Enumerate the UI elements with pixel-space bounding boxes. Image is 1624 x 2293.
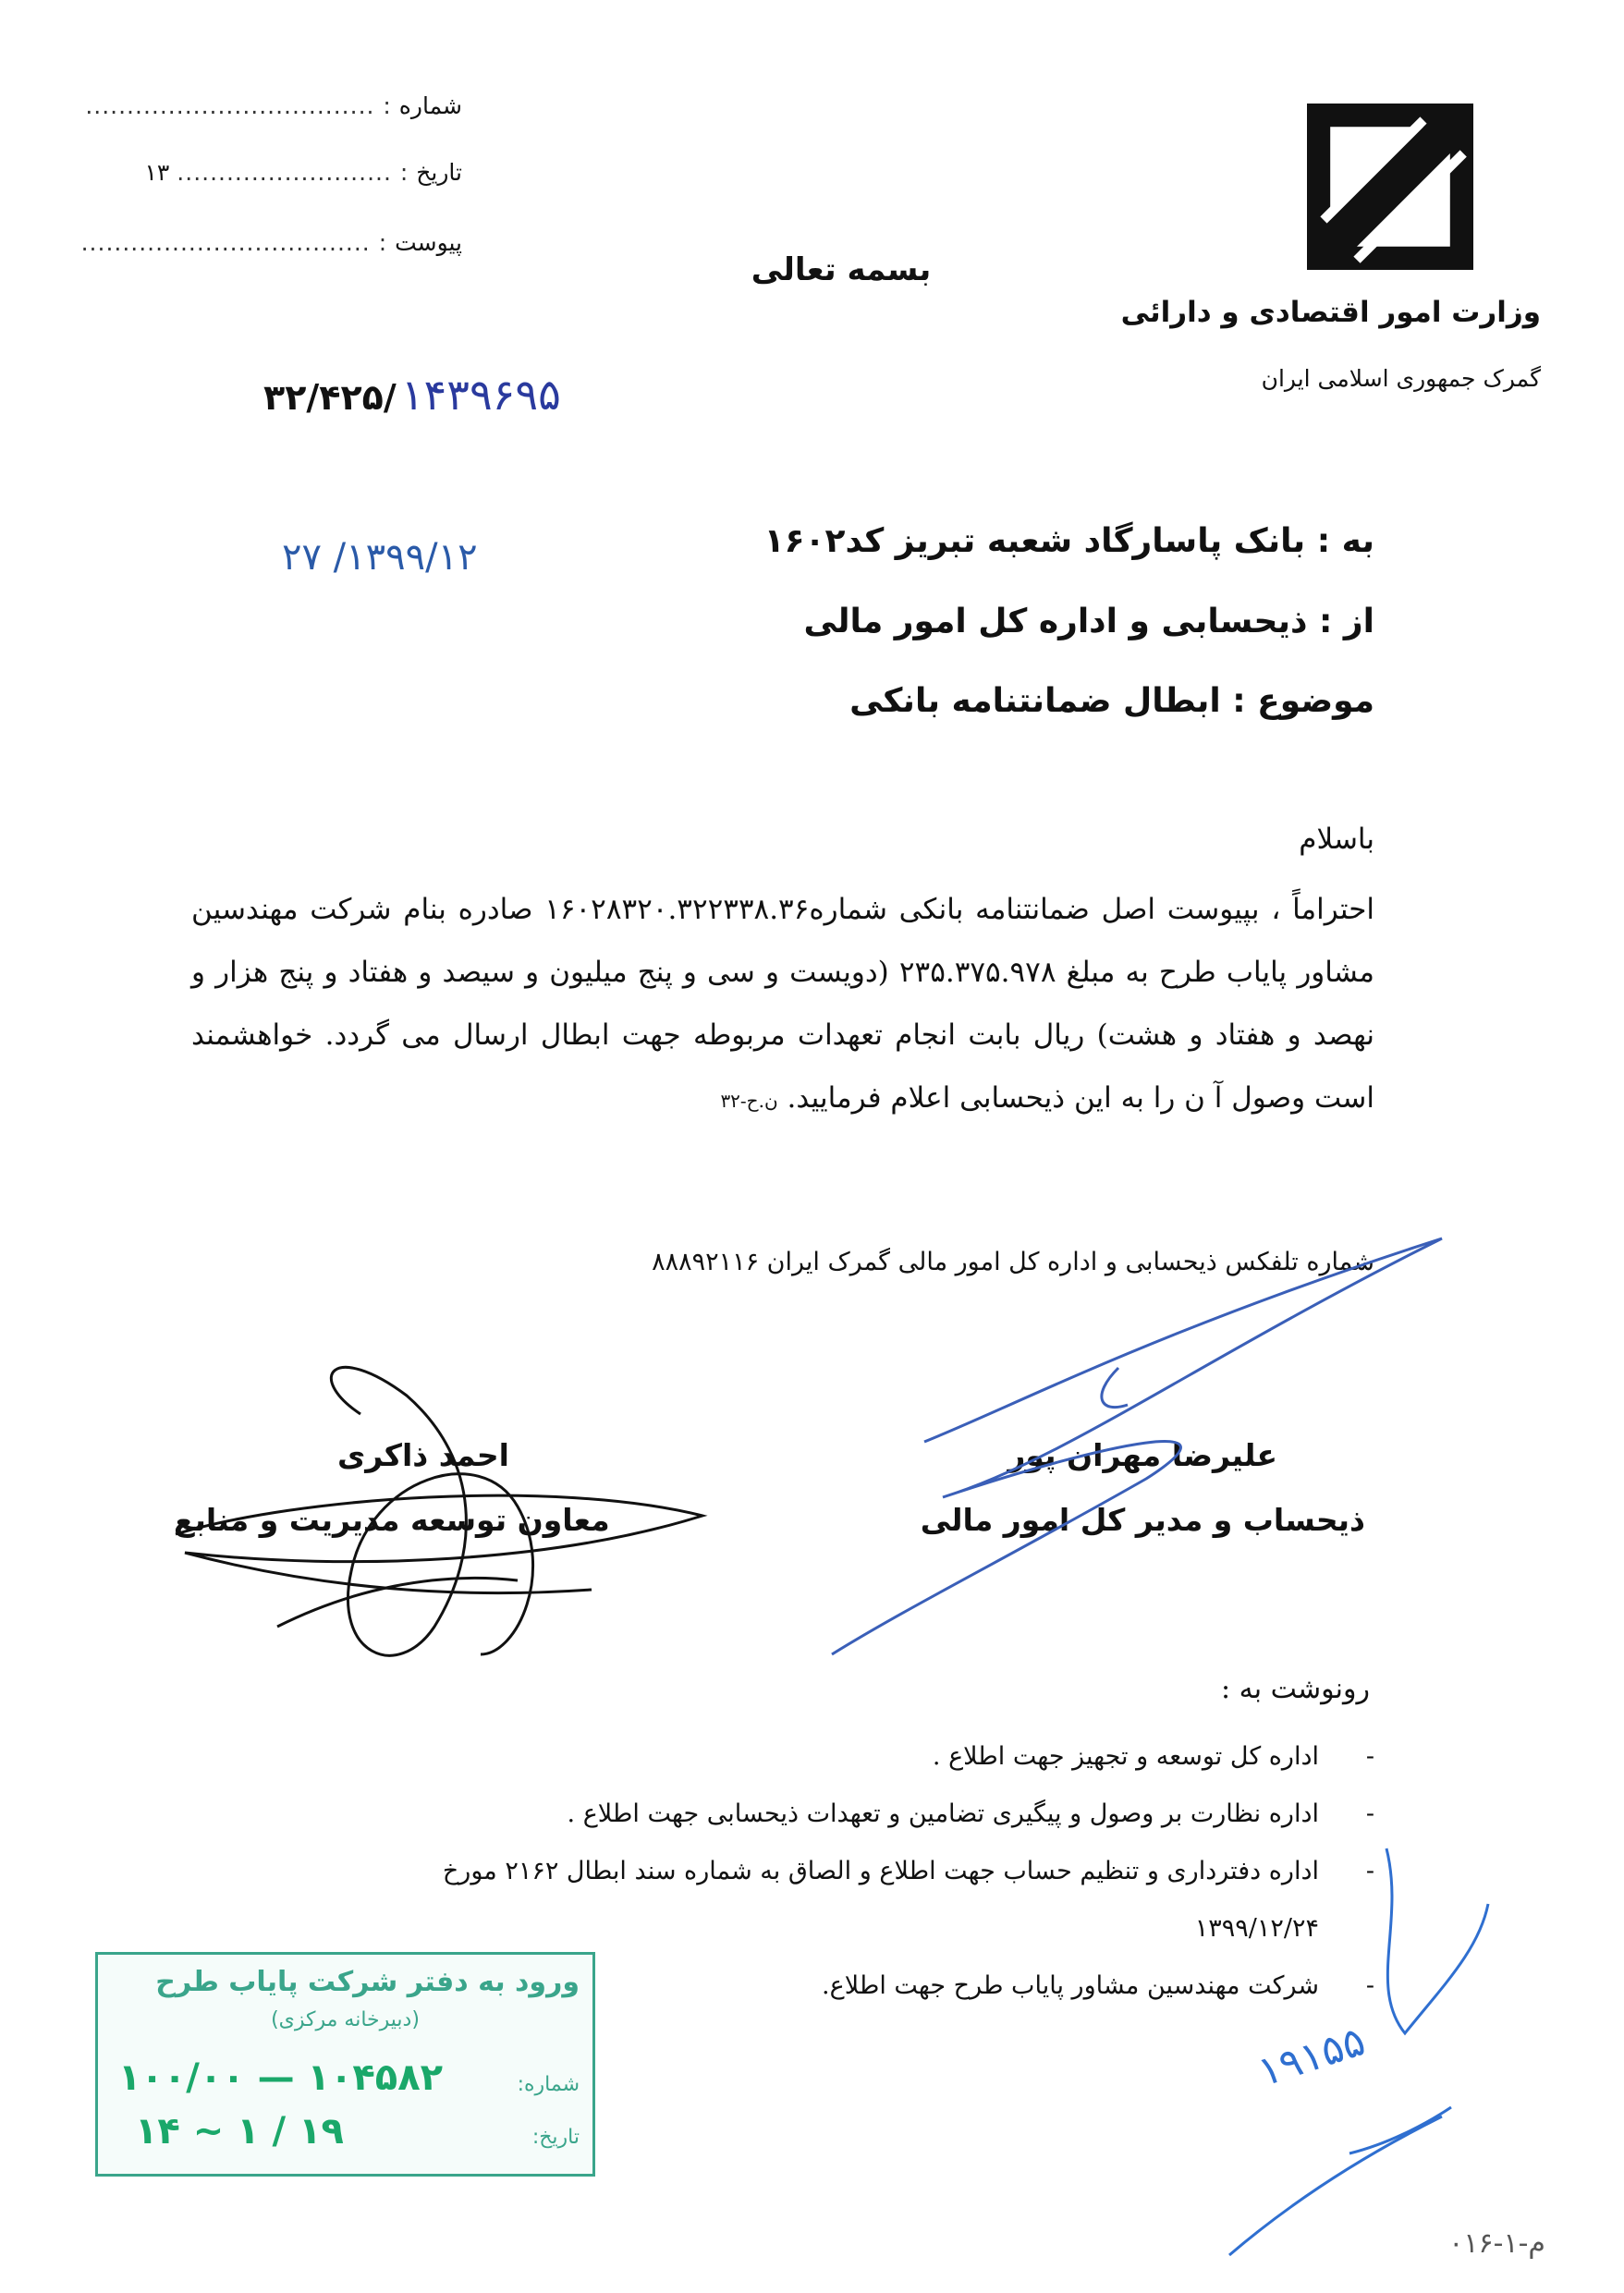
- stamp-date-label: تاریخ:: [531, 2126, 580, 2149]
- cc-item-text: شرکت مهندسین مشاور پایاب طرح جهت اطلاع.: [822, 1971, 1319, 2000]
- from-line: از : ذیحسابی و اداره کل امور مالی: [803, 603, 1374, 640]
- cc-dash: -: [1365, 1742, 1374, 1771]
- subject-line: موضوع : ابطال ضمانتنامه بانکی: [849, 682, 1374, 720]
- letter-number-handwritten: ۱۴۳۹۶۹۵: [400, 370, 561, 420]
- cc-item-text: اداره دفترداری و تنظیم حساب جهت اطلاع و الصاق به شماره سند ابطال ۲۱۶۲ مورخ: [442, 1857, 1319, 1885]
- left-signer-title: معاون توسعه مدیریت و منابع: [174, 1502, 610, 1538]
- cc-item-text: اداره کل توسعه و تجهیز جهت اطلاع .: [932, 1742, 1319, 1771]
- stamp-number-value: ۱۰۰/۰۰ — ۱۰۴۵۸۲: [118, 2056, 444, 2099]
- initials: ن.ح-۳۲: [720, 1090, 778, 1112]
- right-signature-stroke: [832, 1238, 1442, 1654]
- greeting: باسلام: [1299, 823, 1374, 856]
- cc-dash: -: [1365, 1857, 1374, 1885]
- cc-item: [154, 1843, 1374, 1958]
- attachment-dots: : ...................................: [80, 229, 388, 256]
- cc-dash: -: [1365, 1971, 1374, 2000]
- cc-item-date: ۱۳۹۹/۱۲/۲۴: [1194, 1914, 1319, 1943]
- date-label: تاریخ: [416, 159, 462, 186]
- letter-number-prefix: ۳۲/۴۲۵/: [263, 377, 397, 418]
- handwritten-date: ۱۳۹۹/۱۲/ ۲۷: [282, 536, 478, 579]
- cc-dash: -: [1365, 1799, 1374, 1828]
- date-dots: : ..........................: [177, 159, 409, 186]
- stamp-date-value: ۱۴ ~ ۱ / ۱۹: [135, 2110, 344, 2153]
- customs-name: گمرک جمهوری اسلامی ایران: [1261, 365, 1541, 392]
- received-stamp: [95, 1952, 595, 2177]
- right-signer-name: علیرضا مهران پور: [1007, 1437, 1277, 1473]
- fax-line: شماره تلفکس ذیحسابی و اداره کل امور مالی گمرک ایران ۸۸۸۹۲۱۱۶: [652, 1248, 1374, 1276]
- stamp-number-label: شماره:: [517, 2073, 580, 2096]
- number-dots: : ...................................: [85, 92, 392, 119]
- number-label: شماره: [398, 92, 462, 119]
- left-signer-name: احمد ذاکری: [337, 1437, 509, 1473]
- to-line: به : بانک پاسارگاد شعبه تبریز کد۱۶۰۲: [763, 522, 1374, 560]
- stamp-title: ورود به دفتر شرکت پایاب طرح: [155, 1966, 580, 1998]
- margin-handwritten-number: ۱۹۱۵۵: [1252, 2017, 1372, 2097]
- cc-item: [154, 1728, 1374, 1786]
- stamp-subtitle: (دبیرخانه مرکزی): [271, 2008, 420, 2031]
- bismillah-heading: بسمه تعالی: [751, 251, 932, 288]
- cc-title: رونوشت به :: [1220, 1673, 1370, 1705]
- ministry-name: وزارت امور اقتصادی و دارائی: [1120, 296, 1541, 329]
- left-signature-stroke: [176, 1367, 702, 1655]
- date-year: ۱۳: [144, 159, 170, 186]
- right-signer-title: ذیحساب و مدیر کل امور مالی: [920, 1502, 1365, 1538]
- cc-item: [154, 1786, 1374, 1843]
- footer-code: م-۱-۰۱۶: [1448, 2227, 1545, 2260]
- body-paragraph-text: احتراماً ، بپیوست اصل ضمانتنامه بانکی شماره۱۶۰۲۸۳۲۰.۳۲۲۳۳۸.۳۶ صادره بنام شرکت مهندسین مشاور پایاب طرح به مبلغ ۲۳۵.۳۷۵.۹۷۸ (دویست و سی و پنج میلیون و سیصد و هفتاد و پنج هزار و نهصد و هفتاد و هشت) ریال بابت انجام تعهدات مربوطه جهت ابطال ارسال می گردد. خواهشمند است وصول آ ن را به این ذیحسابی اعلام فرمایید.: [191, 893, 1374, 1115]
- attachment-label: پیوست: [395, 229, 462, 256]
- cc-item-text: اداره نظارت بر وصول و پیگیری تضامین و تعهدات ذیحسابی جهت اطلاع .: [567, 1799, 1319, 1828]
